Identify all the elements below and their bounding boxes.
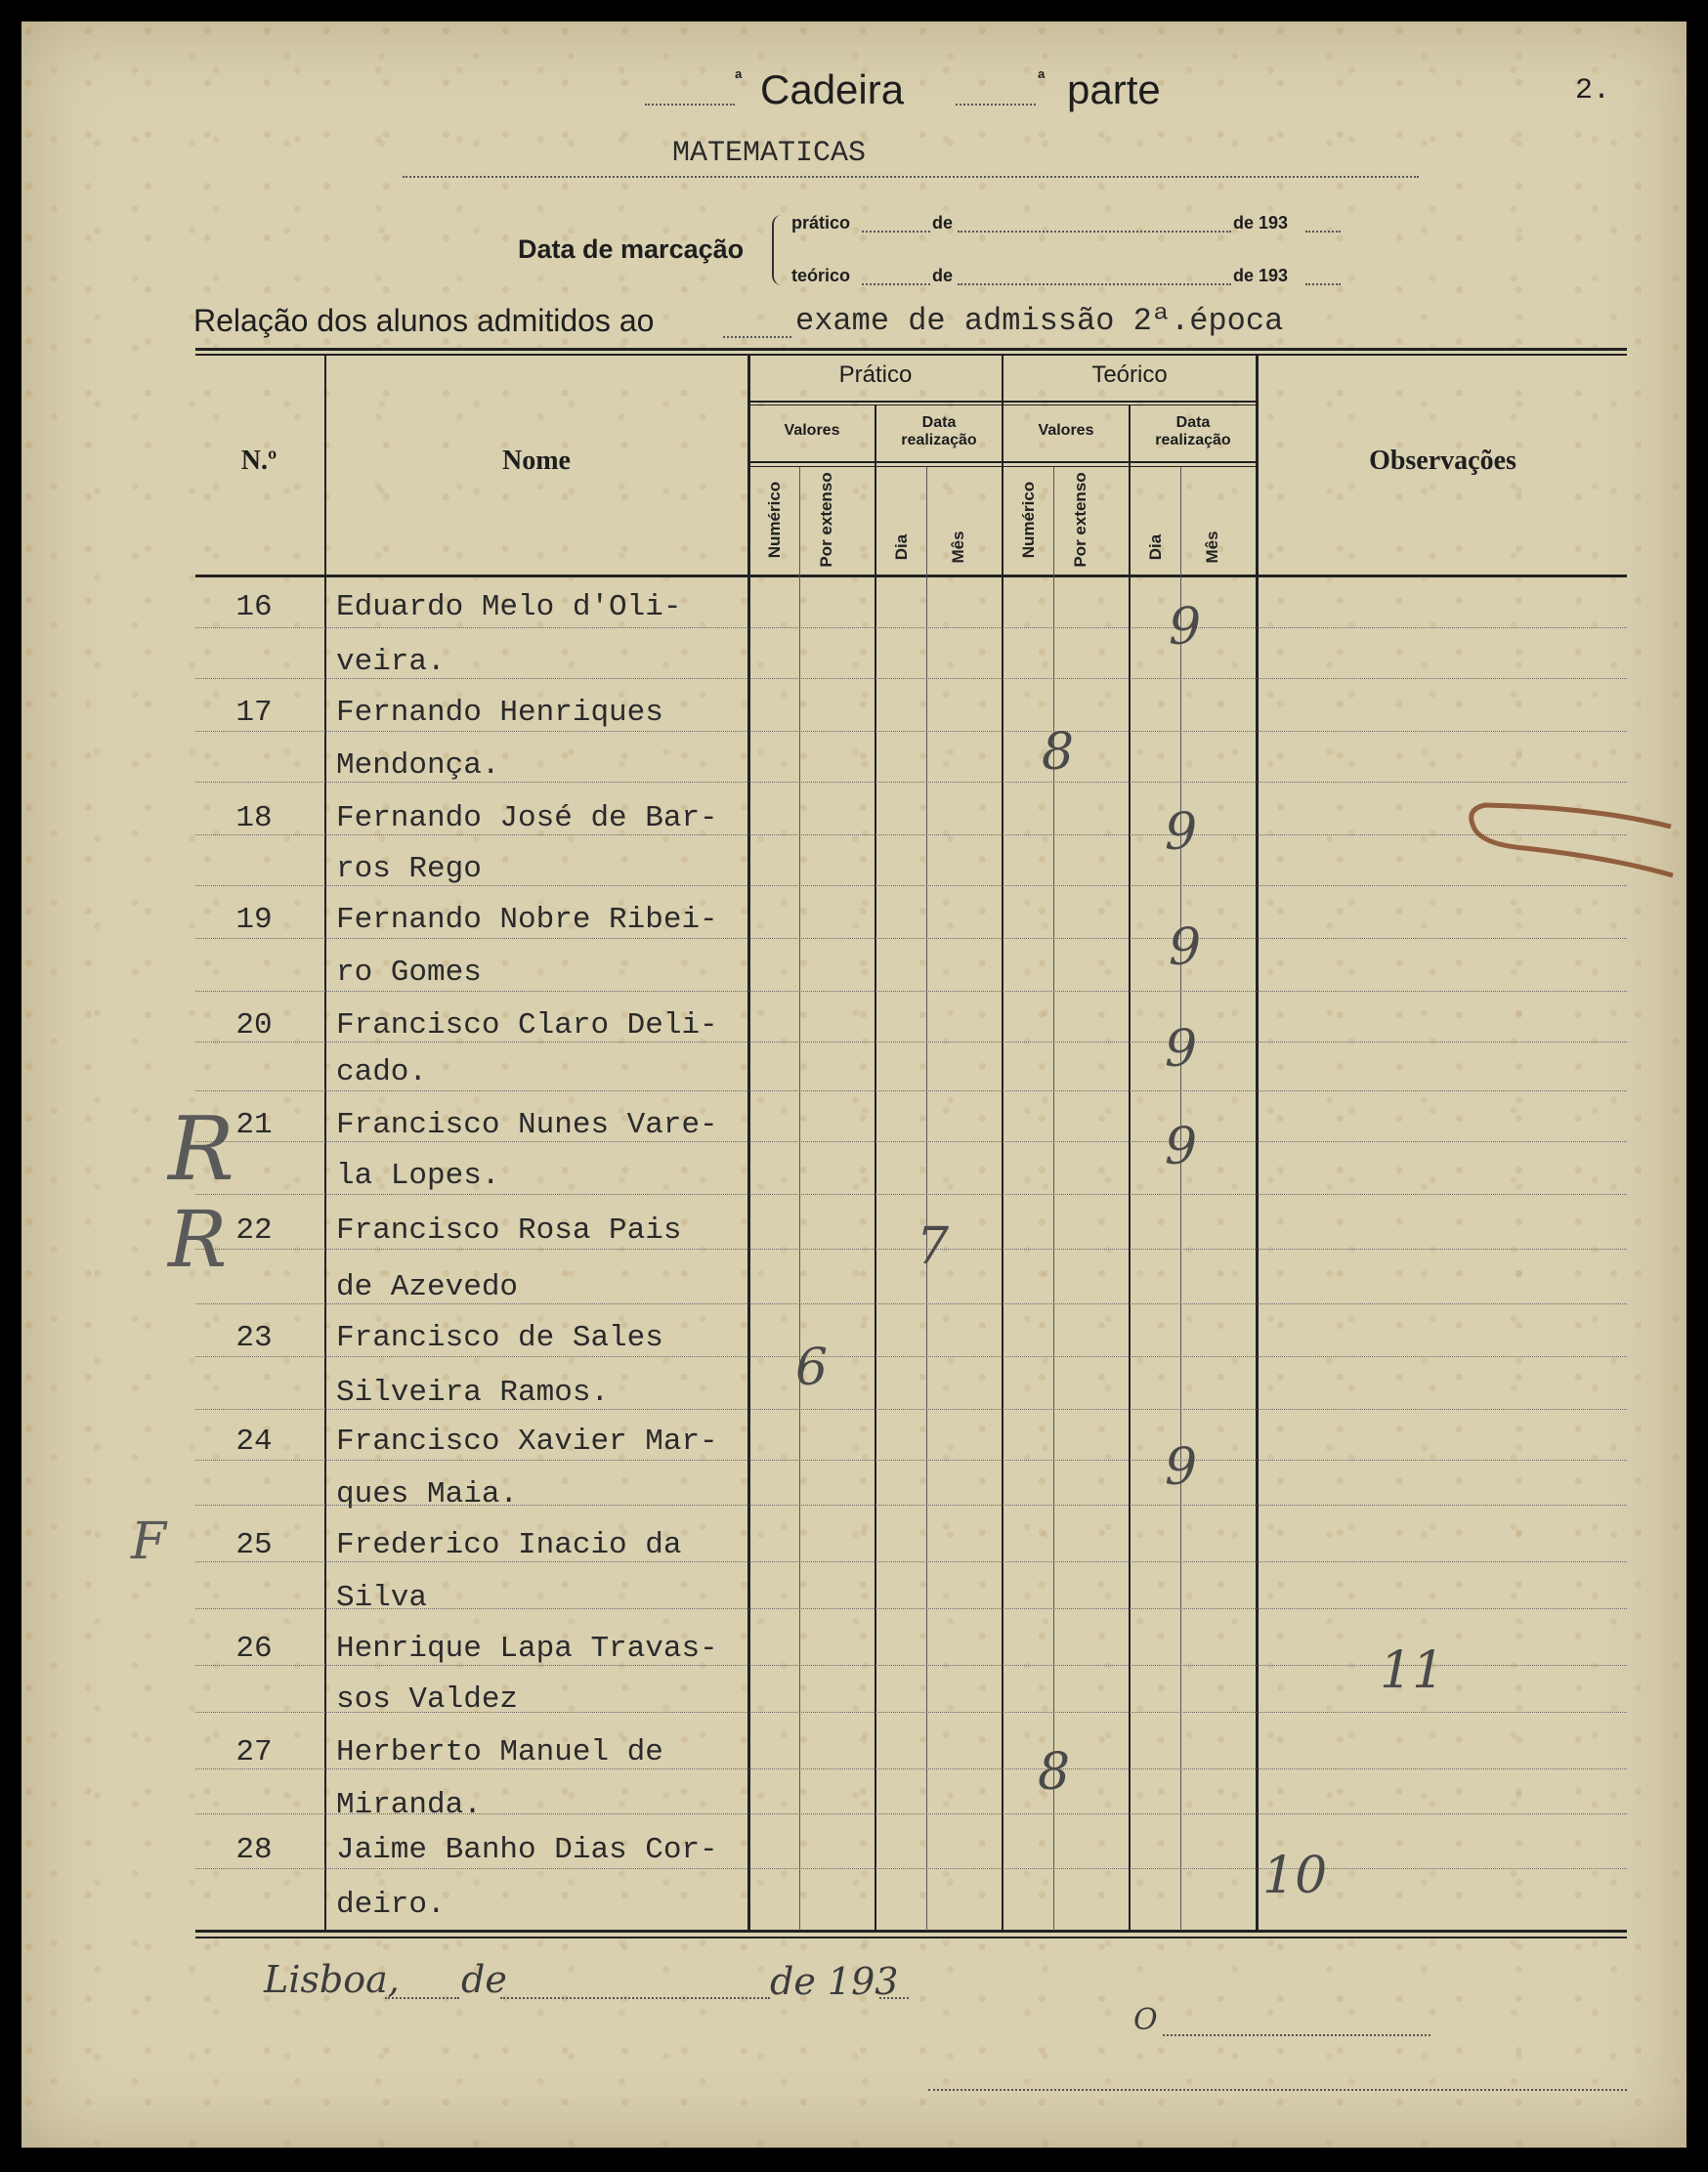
pratico-data bbox=[876, 414, 1002, 449]
data-marcacao-label: Data de marcação bbox=[518, 234, 745, 264]
grade-handwritten: 9 bbox=[1169, 918, 1202, 977]
realizacao-word: realização bbox=[1155, 432, 1231, 448]
footer-de193: de 193 bbox=[770, 1960, 899, 2003]
margin-mark-r: R bbox=[168, 1098, 235, 1201]
grade-handwritten: 9 bbox=[1165, 1118, 1198, 1176]
teorico-numerico: Numérico bbox=[1019, 481, 1038, 559]
data-word: Data bbox=[1175, 414, 1211, 431]
student-name-line1: Francisco Claro Deli- bbox=[336, 1008, 718, 1043]
de-label-1: de bbox=[932, 213, 954, 233]
row-number: 27 bbox=[235, 1735, 273, 1769]
de193-label-1: de 193 bbox=[1233, 213, 1289, 233]
grade-handwritten: 6 bbox=[795, 1339, 829, 1397]
row-number: 22 bbox=[235, 1214, 273, 1248]
student-name-line2: deiro. bbox=[336, 1888, 446, 1922]
realizacao-word: realização bbox=[901, 432, 977, 448]
row-number: 26 bbox=[235, 1632, 273, 1666]
student-name-line1: Francisco de Sales bbox=[336, 1321, 663, 1355]
row-number: 20 bbox=[235, 1008, 273, 1043]
student-name-line2: Miranda. bbox=[336, 1788, 482, 1822]
grade-handwritten: 9 bbox=[1165, 803, 1198, 862]
de-label-2: de bbox=[932, 266, 954, 285]
data-word: Data bbox=[921, 414, 957, 431]
student-name-line2: ro Gomes bbox=[336, 956, 482, 990]
row-number: 19 bbox=[235, 903, 273, 937]
col-teorico-header: Teórico bbox=[1091, 362, 1168, 388]
cadeira-label: Cadeira bbox=[760, 66, 905, 112]
grade-handwritten: 8 bbox=[1042, 723, 1075, 782]
row-number: 16 bbox=[235, 590, 273, 624]
teorico-label: teórico bbox=[791, 266, 851, 285]
student-name-line1: Herberto Manuel de bbox=[336, 1735, 663, 1769]
col-pratico-header: Prático bbox=[838, 362, 913, 388]
student-name-line2: de Azevedo bbox=[336, 1270, 519, 1304]
student-name-line1: Fernando Nobre Ribei- bbox=[336, 903, 718, 937]
footer-lisboa: Lisboa, bbox=[264, 1958, 400, 2001]
student-name-line1: Fernando José de Bar- bbox=[336, 801, 718, 835]
margin-mark-r: R bbox=[168, 1194, 228, 1285]
student-name-line1: Francisco Rosa Pais bbox=[336, 1214, 682, 1248]
student-name-line2: Silva bbox=[336, 1581, 428, 1615]
teorico-data bbox=[1131, 414, 1256, 449]
parte-label: parte bbox=[1067, 66, 1161, 112]
row-number: 18 bbox=[235, 801, 273, 835]
document-page bbox=[21, 21, 1687, 2148]
pratico-mes: Mês bbox=[949, 531, 967, 564]
grade-handwritten: 10 bbox=[1262, 1847, 1328, 1905]
col-num-header: N.º bbox=[240, 446, 278, 476]
row-number: 25 bbox=[235, 1528, 273, 1562]
ordinal-mark: ª bbox=[735, 68, 743, 90]
student-name-line2: ros Rego bbox=[336, 852, 482, 886]
footer-o: O bbox=[1133, 2003, 1158, 2037]
grade-handwritten: 7 bbox=[917, 1217, 950, 1276]
teorico-extenso: Por extenso bbox=[1071, 472, 1089, 568]
exame-text: exame de admissão 2ª.época bbox=[795, 303, 1284, 339]
grade-handwritten: 11 bbox=[1380, 1641, 1445, 1700]
student-name-line2: sos Valdez bbox=[336, 1682, 519, 1717]
row-number: 21 bbox=[235, 1108, 273, 1142]
row-number: 28 bbox=[235, 1833, 273, 1867]
footer-de: de bbox=[461, 1958, 507, 2001]
student-name-line2: la Lopes. bbox=[336, 1159, 500, 1193]
pratico-valores: Valores bbox=[784, 422, 840, 439]
col-nome-header: Nome bbox=[502, 446, 571, 476]
brace bbox=[772, 215, 788, 285]
student-name-line1: Frederico Inacio da bbox=[336, 1528, 682, 1562]
row-number: 23 bbox=[235, 1321, 273, 1355]
page-number: 2. bbox=[1575, 74, 1611, 107]
de193-label-2: de 193 bbox=[1233, 266, 1289, 285]
relacao-label: Relação dos alunos admitidos ao bbox=[193, 303, 655, 338]
teorico-dia: Dia bbox=[1146, 533, 1165, 561]
pratico-extenso: Por extenso bbox=[817, 472, 835, 568]
row-number: 24 bbox=[235, 1425, 273, 1459]
pratico-label: prático bbox=[791, 213, 851, 233]
grade-handwritten: 8 bbox=[1038, 1743, 1071, 1802]
student-name-line1: Francisco Xavier Mar- bbox=[336, 1425, 718, 1459]
student-name-line1: Jaime Banho Dias Cor- bbox=[336, 1833, 718, 1867]
student-name-line1: Henrique Lapa Travas- bbox=[336, 1632, 718, 1666]
rust-stain bbox=[1466, 788, 1690, 885]
grade-handwritten: 9 bbox=[1165, 1020, 1198, 1079]
student-name-line2: cado. bbox=[336, 1055, 428, 1089]
grade-handwritten: 9 bbox=[1169, 598, 1202, 657]
margin-mark-f: F bbox=[131, 1512, 167, 1571]
pratico-dia: Dia bbox=[892, 533, 911, 561]
student-name-line1: Fernando Henriques bbox=[336, 696, 663, 730]
teorico-valores: Valores bbox=[1038, 422, 1094, 439]
student-name-line2: veira. bbox=[336, 645, 446, 679]
ordinal-mark-2: ª bbox=[1038, 68, 1046, 90]
grade-handwritten: 9 bbox=[1165, 1438, 1198, 1497]
student-name-line1: Eduardo Melo d'Oli- bbox=[336, 590, 682, 624]
student-name-line1: Francisco Nunes Vare- bbox=[336, 1108, 718, 1142]
row-number: 17 bbox=[235, 696, 273, 730]
student-name-line2: ques Maia. bbox=[336, 1477, 519, 1512]
teorico-mes: Mês bbox=[1203, 531, 1221, 564]
subject-title: MATEMATICAS bbox=[672, 137, 867, 170]
student-name-line2: Mendonça. bbox=[336, 748, 500, 783]
student-name-line2: Silveira Ramos. bbox=[336, 1376, 610, 1410]
col-obs-header: Observações bbox=[1369, 446, 1516, 476]
pratico-numerico: Numérico bbox=[765, 481, 784, 559]
